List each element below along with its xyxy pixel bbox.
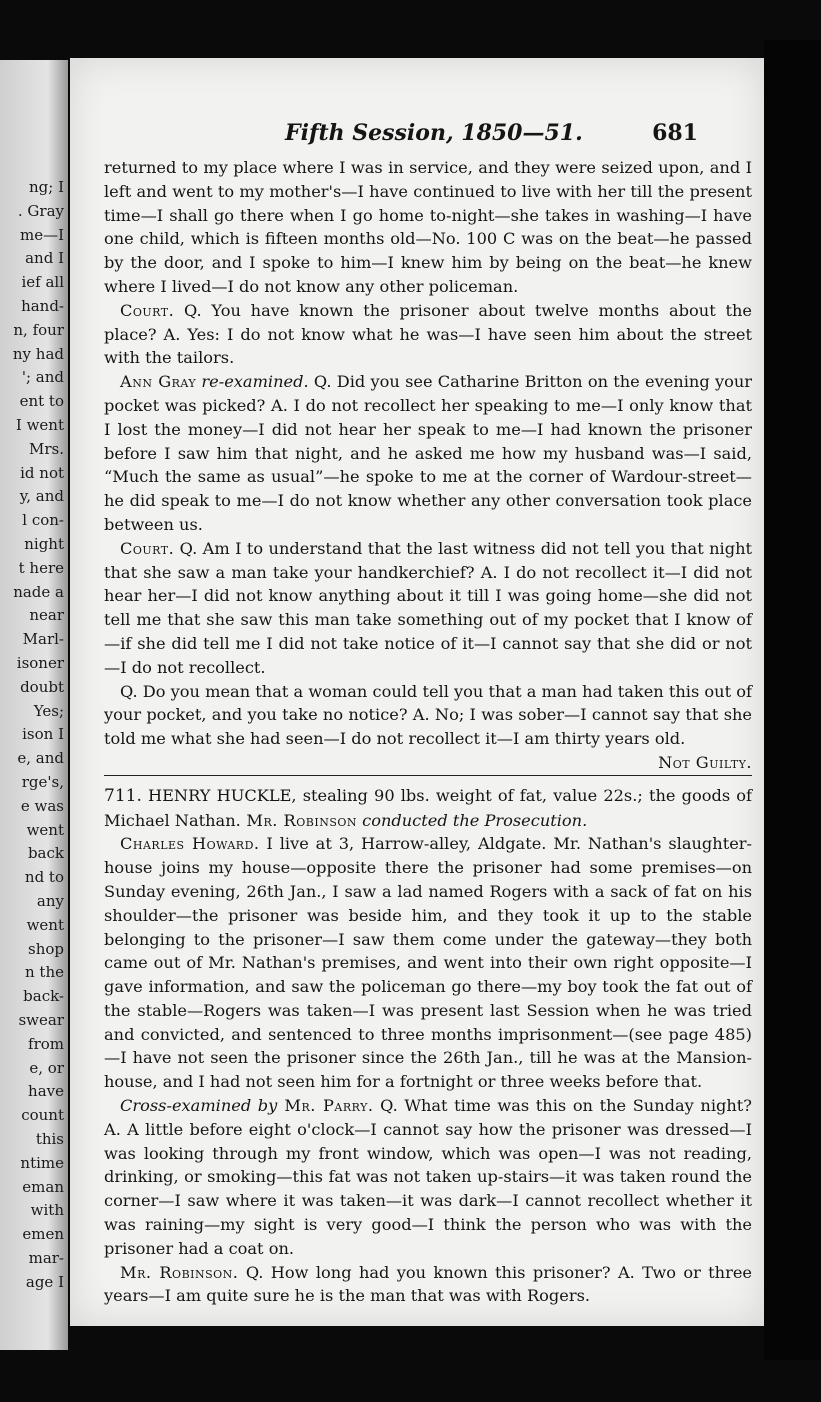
margin-fragment: went [26,820,64,839]
margin-fragment: ng; I [28,178,64,196]
page-body [104,156,752,1308]
paragraph [104,299,752,370]
case-divider [104,775,752,776]
paragraph [104,1261,752,1309]
facing-page-fragment [0,60,68,1350]
margin-fragment: shop [28,939,64,958]
margin-fragment: y, and [19,487,64,506]
paragraph [104,537,752,680]
paragraph [104,832,752,1094]
margin-fragment: eman [22,1177,64,1196]
paragraph [104,156,752,299]
prosecutor-name: Mr. Robinson [240,810,357,830]
prosecution-note: conducted the Prosecution. [357,810,588,830]
margin-fragment: nd to [24,868,64,887]
margin-fragment: me—I [19,225,64,244]
paragraph [104,680,752,772]
margin-fragment: went [26,915,64,934]
speaker-label: Ann Gray [120,372,197,392]
page-number: 681 [652,120,698,146]
margin-fragment: hand- [21,297,64,315]
margin-fragment: emen [22,1225,64,1244]
speaker-label: Charles Howard. [120,834,260,854]
speaker-label: Court. [120,538,175,558]
margin-fragment: e, and [17,749,64,768]
margin-fragment: n, four [13,320,64,339]
margin-fragment: back- [23,987,64,1006]
charge-text: stealing 90 lbs. weight of fat, value 22s.; the goods of Michael Nathan. [104,785,752,830]
speaker-label: Mr. Robinson. [120,1262,239,1282]
paragraph-text: returned to my place where I was in service, and they were seized upon, and I left and went to my mother's—I have continued to live with her till the present time—I shall go there when I go home to-night—she takes in washing—I have one child, which is fifteen months old—No. 100 C was on the beat—he passed by the door, and I spoke to him—I knew him by being on the beat—he knew where I lived—I do not know any other policeman. [104,158,752,296]
defendant-name: HENRY HUCKLE, [141,785,297,805]
margin-fragment: count [21,1106,64,1125]
margin-fragment: mar- [28,1249,64,1267]
margin-fragment: doubt [20,677,64,696]
margin-fragment: ief all [21,273,64,292]
margin-fragment: any [36,892,64,910]
page-header [70,120,764,150]
book-page [70,58,764,1326]
margin-fragment: e was [20,796,64,815]
margin-fragment: ison I [22,725,64,744]
examination-note: Cross-examined by [120,1096,278,1116]
margin-fragment: swear [18,1011,64,1029]
paragraph [104,370,752,537]
margin-fragment: ny had [12,344,64,363]
margin-fragment: Mrs. [29,439,64,458]
margin-fragment: id not [20,463,64,482]
margin-fragment: e, or [29,1058,64,1077]
margin-fragment: Yes; [33,701,64,720]
margin-fragment: Marl- [22,630,64,649]
speaker-label: Court. [120,300,175,320]
paragraph-text: I live at 3, Harrow-alley, Aldgate. Mr. Nathan's slaughter-house joins my house—opposite there the prisoner had some premises—on Sunday evening, 26th Jan., I saw a lad named Rogers with a sack of fat on his shoulder—the prisoner was beside him, and they took it up to the stable belonging to the prisoner—I saw them come under the gateway—they both came out of Mr. Nathan's premises, and went into their own right opposite—I gave information, and saw the policeman go there—my boy took the fat out of the stable—Rogers was taken—I was present last Session when he was tried and convicted, and sentenced to three months imprisonment—(see page 485)—I have not seen the prisoner since the 26th Jan., till he was at the Mansion-house, and I had not seen him for a fortnight or three weeks before that. [104,834,752,1092]
margin-fragment: ent to [19,392,64,411]
margin-fragment: and I [25,249,64,268]
margin-fragment: have [28,1082,64,1101]
paragraph-text: Q. Did you see Catharine Britton on the evening your pocket was picked? A. I do not recollect her speaking to me—I only know that I lost the money—I did not hear her speak to me—I had known the prisoner before I saw him that night, and he asked me how my husband was—I said, “Much the same as usual”—he spoke to me at the corner of Wardour-street—he did speak to me—I do not know whether any other conversation took place between us. [104,372,753,534]
paragraph-text: Q. Am I to understand that the last witness did not tell you that night that she saw a man take your handkerchief? A. I do not recollect it—I did not hear her—I did not know anything about it till I was going home—she did not tell me that she saw this man take something out of my pocket that I know of—if she did tell me I did not take notice of it—I cannot say that she did or not—I do not recollect. [104,538,752,677]
margin-fragment: with [30,1201,64,1220]
running-title: Fifth Session, 1850—51. [285,120,583,146]
case-heading [104,784,752,833]
paragraph-text: Q. You have known the prisoner about twelve months about the place? A. Yes: I do not know what he was—I have seen him about the street with the tailors. [104,300,752,368]
margin-fragment: n the [25,963,64,982]
margin-fragment: nade a [13,582,64,601]
margin-fragment: this [35,1130,64,1148]
margin-fragment: t here [18,558,64,577]
margin-fragment: from [28,1034,64,1053]
examination-note: re-examined. [196,372,309,392]
margin-fragment: I went [15,416,64,434]
speaker-label: Mr. Parry. [277,1096,374,1116]
paragraph-text: Q. How long had you known this prisoner? A. Two or three years—I am quite sure he is the man that was with Rogers. [104,1262,752,1306]
case-number: 711. [104,785,142,806]
scan-border [764,40,821,1360]
margin-fragment: '; and [21,368,64,387]
margin-fragment: near [29,606,64,625]
paragraph [104,1094,752,1261]
margin-fragment: ntime [20,1153,64,1172]
margin-fragment: back [27,844,64,863]
margin-fragment: rge's, [21,773,64,791]
margin-fragment: . Gray [17,201,64,220]
margin-fragment: l con- [22,511,64,530]
paragraph-text: Q. Do you mean that a woman could tell you that a man had taken this out of your pocket, and you take no notice? A. No; I was sober—I cannot say that she told me what she had seen—I do not recollect it—I am thirty years old. [104,681,752,749]
margin-fragment: isoner [16,654,64,672]
margin-fragment: night [24,535,64,553]
verdict: Not Guilty. [658,752,752,772]
paragraph-text: Q. What time was this on the Sunday night? A. A little before eight o'clock—I cannot say how the prisoner was dressed—I was looking through my front window, which was open—I was not reading, drinking, or smoking—this fat was not taken up-stairs—it was taken round the corner—I saw where it was taken—it was dark—I cannot recollect whether it was raining—my sight is very good—I think the person who was with the prisoner had a coat on. [104,1096,752,1258]
margin-fragment: age I [25,1272,64,1291]
